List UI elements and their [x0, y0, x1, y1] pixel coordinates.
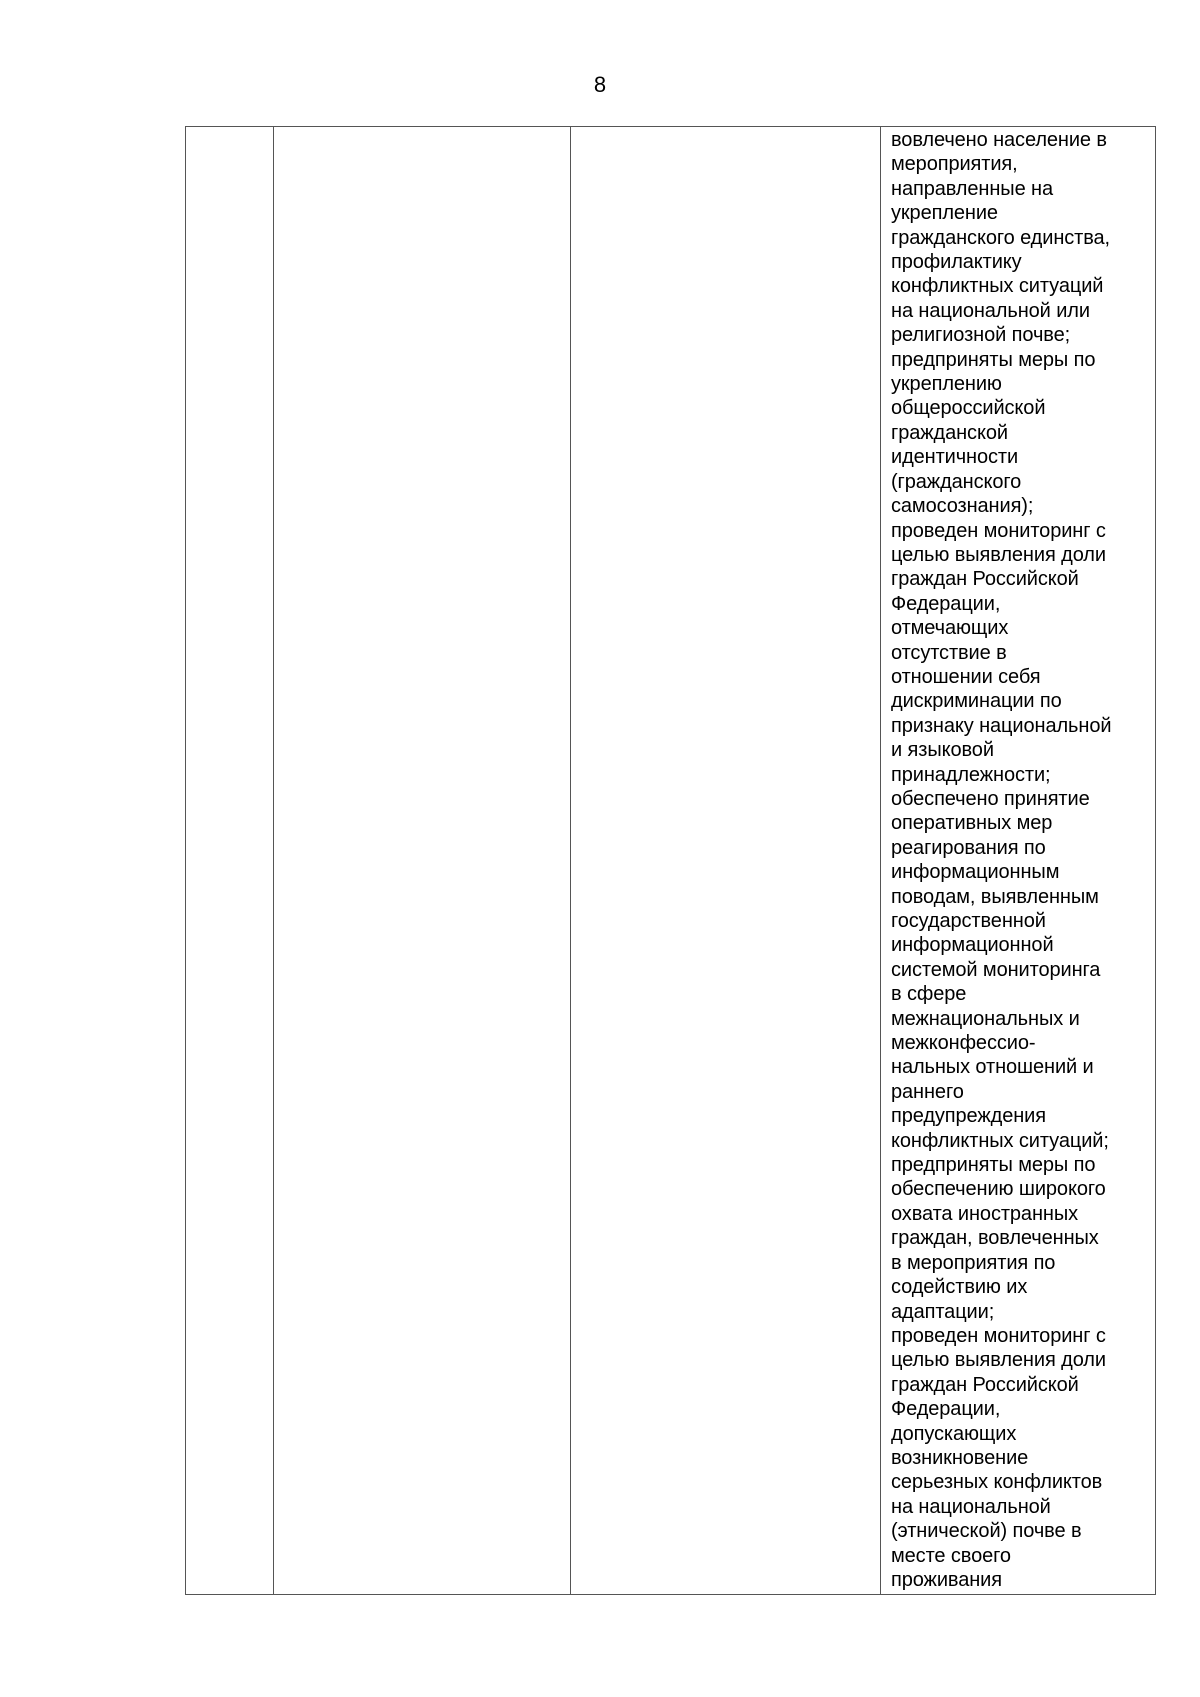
results-text-line: идентичности — [891, 446, 1019, 469]
results-text-line: возникновение — [891, 1446, 1029, 1469]
results-text-line: предприняты меры по — [891, 1154, 1096, 1177]
results-text-line: отношении себя — [891, 665, 1041, 688]
table-cell-responsible — [571, 127, 881, 1595]
results-text-line: предприняты меры по — [891, 348, 1096, 371]
results-text-line: отсутствие в — [891, 641, 1007, 664]
results-text-line: граждан Российской — [891, 568, 1079, 591]
results-text-line: месте своего — [891, 1544, 1011, 1567]
page-number: 8 — [593, 72, 607, 97]
document-table — [185, 126, 1156, 1595]
results-text-line: (гражданского — [891, 470, 1022, 493]
results-text-line: нальных отношений и — [891, 1056, 1094, 1079]
results-text-line: серьезных конфликтов — [891, 1471, 1103, 1494]
results-text-line: граждан, вовлеченных — [891, 1227, 1099, 1250]
results-text-line: Федерации, — [891, 1398, 1001, 1421]
results-text-line: оперативных мер — [891, 812, 1053, 835]
results-text-line: на национальной — [891, 1495, 1051, 1518]
results-text-line: поводам, выявленным — [891, 885, 1099, 908]
results-text-line: проживания — [891, 1568, 1002, 1591]
results-text-line: мероприятия, — [891, 153, 1018, 176]
results-text-line: адаптации; — [891, 1300, 995, 1323]
results-text-line: Федерации, — [891, 592, 1001, 615]
results-text-line: отмечающих — [891, 617, 1009, 640]
results-text-line: признаку национальной — [891, 714, 1112, 737]
results-text-line: общероссийской — [891, 397, 1046, 420]
results-text-line: гражданской — [891, 421, 1008, 444]
results-text-line: допускающих — [891, 1422, 1017, 1445]
table-cell-number — [186, 127, 274, 1595]
results-text-line: профилактику — [891, 251, 1022, 274]
results-text-line: самосознания); — [891, 495, 1034, 518]
results-text-line: на национальной или — [891, 299, 1090, 322]
results-text-line: информационной — [891, 934, 1054, 957]
table-cell-results — [881, 127, 1156, 1595]
results-text-line: системой мониторинга — [891, 958, 1101, 981]
results-text-line: гражданского единства, — [891, 226, 1111, 249]
results-text-line: обеспечению широкого — [891, 1178, 1106, 1201]
results-text-line: проведен мониторинг с — [891, 519, 1106, 542]
results-text-line: охвата иностранных — [891, 1202, 1079, 1225]
results-text-line: целью выявления доли — [891, 543, 1106, 566]
results-text-line: проведен мониторинг с — [891, 1324, 1106, 1347]
results-text-line: обеспечено принятие — [891, 787, 1090, 810]
results-text-line: конфликтных ситуаций; — [891, 1129, 1109, 1152]
results-text-line: укрепление — [891, 202, 998, 225]
results-text-line: конфликтных ситуаций — [891, 275, 1104, 298]
results-text-line: укреплению — [891, 373, 1002, 396]
results-text-line: в сфере — [891, 983, 967, 1006]
results-text-line: государственной — [891, 910, 1046, 932]
results-text-line: раннего — [891, 1080, 964, 1103]
results-text-line: межнациональных и — [891, 1007, 1080, 1030]
results-text-line: направленные на — [891, 177, 1054, 200]
results-text-line: предупреждения — [891, 1105, 1046, 1128]
results-text-line: и языковой — [891, 739, 994, 762]
results-text-line: межконфессио- — [891, 1032, 1036, 1055]
results-text-line: целью выявления доли — [891, 1349, 1106, 1372]
results-text-line: граждан Российской — [891, 1373, 1079, 1396]
results-text-line: вовлечено население в — [891, 129, 1107, 151]
results-text-line: информационным — [891, 861, 1060, 884]
results-text-line: содействию их — [891, 1276, 1028, 1299]
results-text-line: дискриминации по — [891, 690, 1062, 713]
results-text — [891, 128, 1147, 1592]
results-text-line: принадлежности; — [891, 763, 1051, 786]
results-text-line: религиозной почве; — [891, 324, 1071, 347]
table-cell-activity — [274, 127, 571, 1595]
table-row — [186, 127, 1156, 1595]
results-text-line: (этнической) почве в — [891, 1520, 1082, 1543]
results-text-line: реагирования по — [891, 836, 1046, 859]
results-text-line: в мероприятия по — [891, 1251, 1056, 1274]
